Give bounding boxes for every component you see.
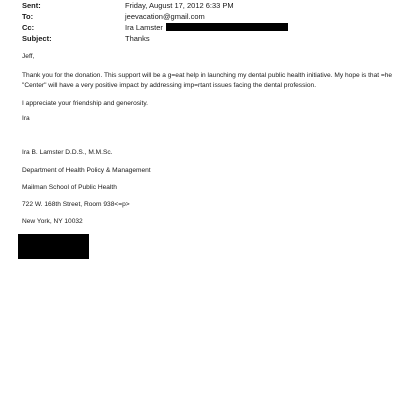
- cc-redaction-bar: [166, 23, 288, 31]
- cc-value-wrapper: [125, 22, 288, 33]
- subject-value: Thanks: [125, 34, 150, 43]
- greeting: Jeff,: [22, 53, 35, 60]
- cc-label: Cc:: [22, 23, 35, 32]
- cc-value: Ira Lamster: [125, 23, 163, 32]
- signature-school: Mailman School of Public Health: [22, 184, 117, 191]
- cc-row: [22, 22, 392, 33]
- signature-city: New York, NY 10032: [22, 218, 83, 225]
- email-header: [22, 0, 392, 44]
- signature-address: 722 W. 168th Street, Room 938<=p>: [22, 201, 130, 208]
- redaction-block: [18, 234, 89, 259]
- subject-row: [22, 33, 392, 44]
- signature-department: Department of Health Policy & Management: [22, 167, 151, 174]
- sent-label: Sent:: [22, 1, 41, 10]
- to-row: [22, 11, 392, 22]
- to-value: jeevacation@gmail.com: [125, 12, 205, 21]
- signature-name: Ira B. Lamster D.D.S., M.M.Sc.: [22, 149, 113, 156]
- sent-value: Friday, August 17, 2012 6:33 PM: [125, 1, 234, 10]
- sent-row: [22, 0, 392, 11]
- body-paragraph-1: Thank you for the donation. This support will be a g=eat help in launching my dental public health initiative. My hope is that =he "Center" will have a very positive impact by addressing imp=rtant issues facing the dental profession.: [22, 72, 393, 89]
- subject-label: Subject:: [22, 34, 52, 43]
- to-label: To:: [22, 12, 34, 21]
- signoff: Ira: [22, 115, 30, 122]
- body-paragraph-2: I appreciate your friendship and generosity.: [22, 100, 148, 107]
